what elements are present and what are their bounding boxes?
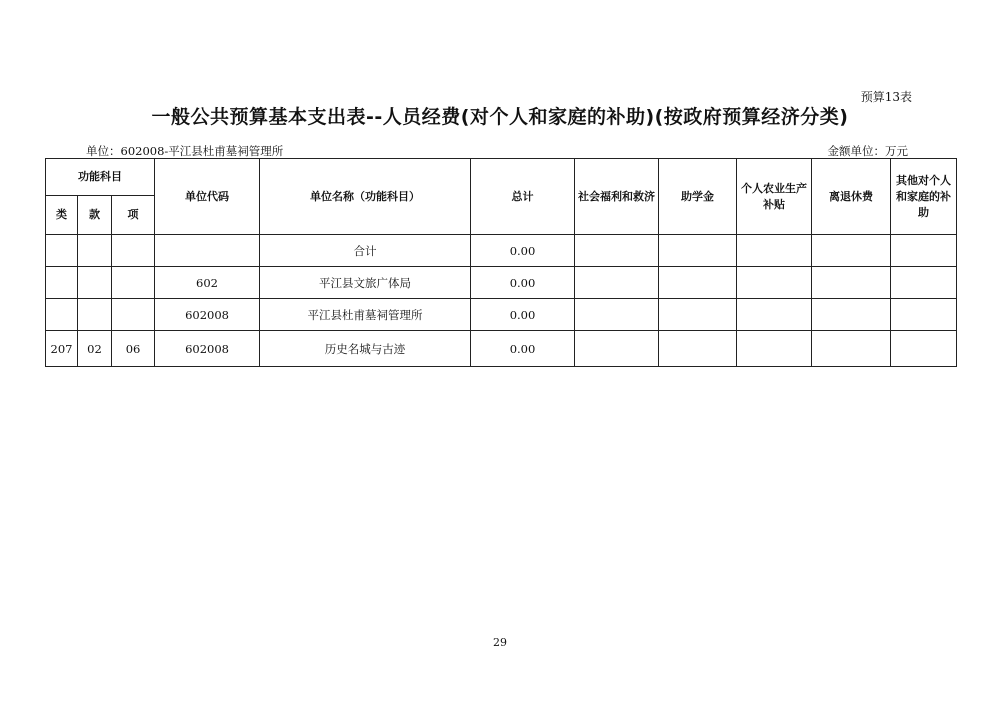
table-number-label: 预算13表: [860, 90, 912, 104]
unit-label: 单位：602008-平江县杜甫墓祠管理所: [86, 144, 284, 158]
cell-kuan: [78, 267, 112, 299]
cell-social-welfare: [575, 235, 659, 267]
header-social-welfare: 社会福利和救济: [575, 159, 659, 235]
header-row-1: [46, 159, 957, 196]
cell-xiang: 06: [112, 331, 155, 367]
cell-unit-name: 平江县文旅广体局: [260, 267, 471, 299]
header-total: 总计: [471, 159, 575, 235]
cell-total: 0.00: [471, 331, 575, 367]
cell-total: 0.00: [471, 235, 575, 267]
cell-retirement: [812, 299, 891, 331]
cell-other-subsidy: [891, 267, 957, 299]
cell-total: 0.00: [471, 267, 575, 299]
cell-agri-subsidy: [737, 267, 812, 299]
cell-kuan: 02: [78, 331, 112, 367]
cell-scholarship: [659, 331, 737, 367]
page-title: 一般公共预算基本支出表--人员经费(对个人和家庭的补助)(按政府预算经济分类): [151, 106, 849, 128]
header-agri-subsidy: 个人农业生产补贴: [737, 159, 812, 235]
cell-agri-subsidy: [737, 299, 812, 331]
cell-unit-name: 平江县杜甫墓祠管理所: [260, 299, 471, 331]
header-unit-name: 单位名称（功能科目）: [260, 159, 471, 235]
cell-lei: 207: [46, 331, 78, 367]
cell-lei: [46, 299, 78, 331]
header-lei: 类: [46, 196, 78, 235]
cell-unit-code: 602: [155, 267, 260, 299]
cell-retirement: [812, 267, 891, 299]
table-row: [46, 267, 957, 299]
cell-unit-code: [155, 235, 260, 267]
cell-unit-code: 602008: [155, 299, 260, 331]
cell-agri-subsidy: [737, 331, 812, 367]
header-unit-code: 单位代码: [155, 159, 260, 235]
table-row: [46, 331, 957, 367]
cell-scholarship: [659, 235, 737, 267]
cell-xiang: [112, 235, 155, 267]
table-row: [46, 235, 957, 267]
header-scholarship: 助学金: [659, 159, 737, 235]
cell-unit-code: 602008: [155, 331, 260, 367]
cell-xiang: [112, 299, 155, 331]
cell-total: 0.00: [471, 299, 575, 331]
header-kuan: 款: [78, 196, 112, 235]
cell-social-welfare: [575, 267, 659, 299]
cell-lei: [46, 235, 78, 267]
header-other-subsidy: 其他对个人和家庭的补助: [891, 159, 957, 235]
cell-kuan: [78, 235, 112, 267]
cell-retirement: [812, 235, 891, 267]
cell-other-subsidy: [891, 235, 957, 267]
cell-scholarship: [659, 299, 737, 331]
cell-other-subsidy: [891, 331, 957, 367]
cell-social-welfare: [575, 331, 659, 367]
header-retirement: 离退休费: [812, 159, 891, 235]
header-xiang: 项: [112, 196, 155, 235]
cell-agri-subsidy: [737, 235, 812, 267]
header-func-group: 功能科目: [46, 159, 155, 196]
cell-lei: [46, 267, 78, 299]
cell-scholarship: [659, 267, 737, 299]
page-number: 29: [493, 636, 507, 649]
cell-retirement: [812, 331, 891, 367]
cell-kuan: [78, 299, 112, 331]
cell-social-welfare: [575, 299, 659, 331]
budget-table: [45, 158, 957, 367]
cell-other-subsidy: [891, 299, 957, 331]
cell-unit-name: 历史名城与古迹: [260, 331, 471, 367]
cell-unit-name: 合计: [260, 235, 471, 267]
cell-xiang: [112, 267, 155, 299]
table-row: [46, 299, 957, 331]
amount-unit-label: 金额单位：万元: [827, 144, 908, 158]
